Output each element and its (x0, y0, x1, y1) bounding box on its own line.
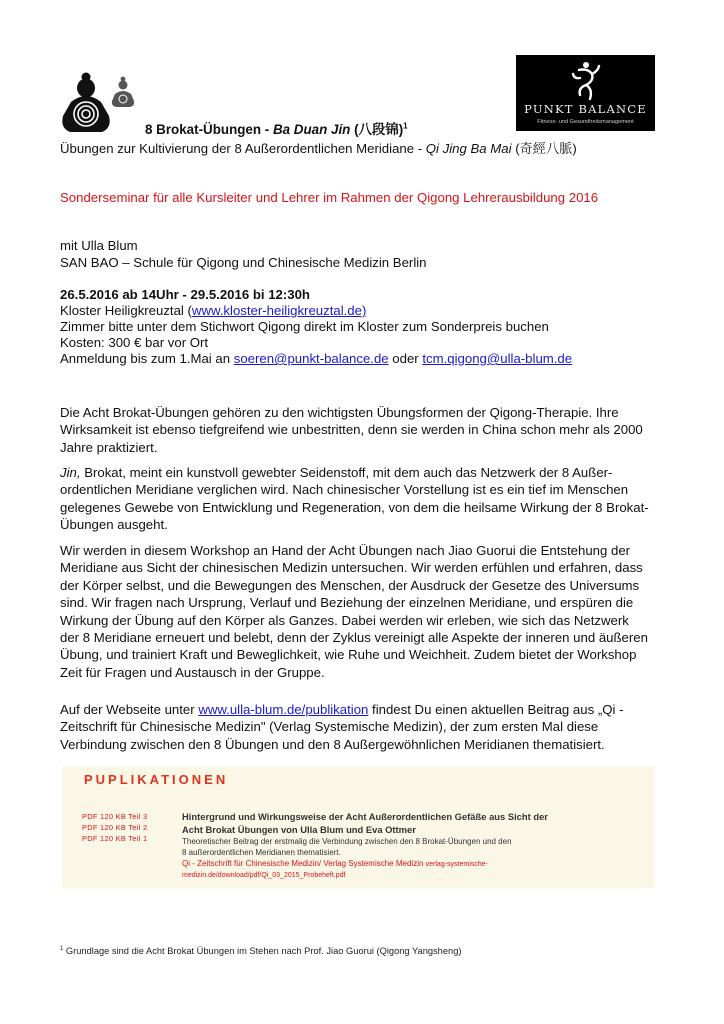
pdf-link-teil-1[interactable]: PDF 120 KB Teil 1 (82, 834, 148, 843)
footnote-mark: 1 (403, 121, 408, 131)
brand-tagline: Fitness- und Gesundheitsmanagement (537, 119, 634, 125)
registration-prefix: Anmeldung bis zum 1.Mai an (60, 351, 234, 366)
registration-line (60, 350, 572, 367)
publication-desc-line-2: 8 außerordentlichen Meridianen thematisiert. (182, 847, 341, 857)
publication-description (182, 837, 512, 858)
seminar-announcement: Sonderseminar für alle Kursleiter und Lehrer im Rahmen der Qigong Lehrerausbildung 2016 (60, 190, 599, 205)
publication-source-url-2[interactable]: medizin.de/download/pdf/Qi_03_2015_Probeheft.pdf (182, 871, 346, 879)
teacher-line: mit Ulla Blum (60, 238, 138, 253)
pdf-link-teil-3[interactable]: PDF 120 KB Teil 3 (82, 812, 148, 821)
website-rest: findest Du einen aktuellen Beitrag aus „Qi - Zeitschrift für Chinesische Medizin" (Verlag Systemische Medizin), der zum ersten Mal diese Verbindung zwischen den 8 Übungen und den 8 Außergewöhnlichen Meridianen thematisiert. (60, 702, 624, 752)
publication-title-line-2: Acht Brokat Übungen von Ulla Blum und Eva Ottmer (182, 824, 416, 835)
school-line: SAN BAO – Schule für Qigong und Chinesische Medizin Berlin (60, 255, 427, 270)
footnote-number: 1 (60, 946, 64, 952)
publication-link[interactable]: www.ulla-blum.de/publikation (198, 702, 369, 717)
jin-italic: Jin, (60, 465, 81, 480)
seminar-date: 26.5.2016 ab 14Uhr - 29.5.2016 bi 12:30h (60, 287, 310, 302)
brand-name: PUNKT BALANCE (524, 102, 647, 116)
title-prefix: 8 Brokat-Übungen - (145, 122, 273, 137)
paragraph-website (60, 701, 650, 753)
registration-mid: oder (388, 351, 423, 366)
room-booking-line: Zimmer bitte unter dem Stichwort Qigong direkt im Kloster zum Sonderpreis buchen (60, 319, 549, 334)
cost-line: Kosten: 300 € bar vor Ort (60, 335, 209, 350)
page-title (145, 119, 408, 138)
publication-desc-line-1: Theoretischer Beitrag der erstmalig die Verbindung zwischen den 8 Brokat-Übungen und den (182, 837, 512, 846)
email-link-soeren[interactable]: soeren@punkt-balance.de (233, 351, 389, 366)
paragraph-intro: Die Acht Brokat-Übungen gehören zu den wichtigsten Übungsformen der Qigong-Therapie. Ihre Wirksamkeit ist ebenso tiefgreifend wie unbestritten, denn sie werden in China schon mehr als 2000 Jahre praktiziert. (60, 405, 643, 455)
publication-source-journal: Qi - Zeitschrift für Chinesische Medizin/ Verlag Systemische Medizin (182, 859, 424, 868)
website-prefix: Auf der Webseite unter (60, 702, 199, 717)
jin-text: Brokat, meint ein kunstvoll gewebter Seidenstoff, mit dem auch das Netzwerk der 8 Außer-ordentlichen Meridiane verglichen wird. Nach chinesischer Vorstellung ist es ein tief im Menschen gelegenes Gewebe von Entwicklung und Regeneration, von dem die heilsame Wirkung der 8 Brokat-Übungen ausgeht. (60, 465, 649, 533)
dancer-figure-icon (568, 59, 604, 101)
subtitle-italic: Qi Jing Ba Mai (425, 141, 512, 156)
publication-title (182, 810, 548, 836)
pdf-link-teil-2[interactable]: PDF 120 KB Teil 2 (82, 823, 148, 832)
title-chinese: (八段锦) (350, 122, 404, 137)
publication-title-line-1: Hintergrund und Wirkungsweise der Acht Außerordentlichen Gefäße aus Sicht der (182, 811, 548, 822)
publication-heading: PUPLIKATIONEN (84, 772, 229, 787)
title-italic: Ba Duan Jin (272, 122, 351, 137)
subtitle-chinese: (奇經八脈) (511, 141, 577, 156)
venue-line (60, 302, 366, 319)
paragraph-workshop: Wir werden in diesem Workshop an Hand der Acht Übungen nach Jiao Guorui die Entstehung der Meridiane aus Sicht der chinesischen Medizin untersuchen. Wir werden erfühlen und erfahren, dass der Körper selbst, und die Bewegungen des Menschen, der Ausdruck der Gesetze des Universums sind. Wir fragen nach Ursprung, Verlauf und Beziehung der einzelnen Meridiane, und erspüren die Wirkung der Übung auf den Körper als Ganzes. Dabei werden wir erleben, wie sich das Netzwerk der 8 Meridiane erneuert und belebt, denn der Zyklus vereinigt alle Aspekte der inneren und äußeren Übung, und trainiert Kraft und Beweglichkeit, wie Ruhe und Weichheit. Zudem bietet der Workshop Zeit für Fragen und Austausch in der Gruppe. (60, 543, 648, 680)
venue-prefix: Kloster Heiligkreuztal ( (60, 303, 192, 318)
footnote (60, 946, 461, 956)
publication-source (182, 859, 488, 881)
venue-link[interactable]: www.kloster-heiligkreuztal.de) (191, 303, 367, 318)
publication-source-url-1[interactable]: verlag-systemische- (425, 861, 488, 868)
paragraph-jin (60, 464, 650, 534)
buddha-logo-icon (57, 68, 137, 136)
publication-box (62, 766, 655, 888)
footnote-text: Grundlage sind die Acht Brokat Übungen im Stehen nach Prof. Jiao Guorui (Qigong Yangsheng) (63, 946, 462, 957)
punkt-balance-logo (516, 55, 655, 131)
page-subtitle (60, 140, 577, 157)
email-link-ulla[interactable]: tcm.qigong@ulla-blum.de (422, 351, 573, 366)
subtitle-prefix: Übungen zur Kultivierung der 8 Außerordentlichen Meridiane - (60, 141, 426, 156)
